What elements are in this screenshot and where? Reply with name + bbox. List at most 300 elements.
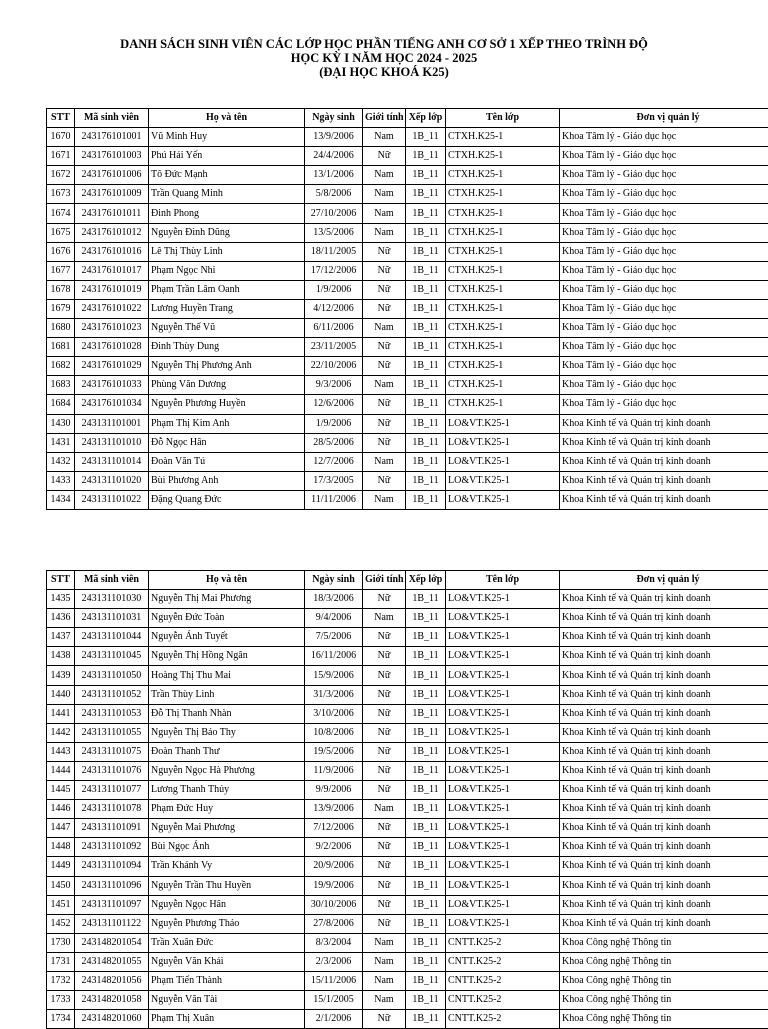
col-class-name-cell: LO&VT.K25-1 [446,742,560,761]
col-student-id-cell: 243176101022 [75,299,149,318]
col-full-name-cell: Phạm Tiến Thành [149,971,305,990]
col-student-id-cell: 243131101094 [75,857,149,876]
col-gender-cell: Nam [363,609,406,628]
col-birth-date-cell: 30/10/2006 [305,895,363,914]
col-department-cell: Khoa Tâm lý - Giáo dục học [560,185,768,204]
col-student-id-cell: 243176101011 [75,204,149,223]
col-stt-cell: 1437 [47,628,75,647]
col-stt-cell: 1678 [47,280,75,299]
col-stt-cell: 1682 [47,357,75,376]
col-class-name-cell: CTXH.K25-1 [446,299,560,318]
table-row [47,723,768,742]
col-class-name-cell: CNTT.K25-2 [446,933,560,952]
col-student-id-cell: 243176101012 [75,223,149,242]
col-level-cell: 1B_11 [406,914,446,933]
col-gender-cell: Nữ [363,723,406,742]
col-level-cell: 1B_11 [406,895,446,914]
table-header-row [47,109,768,128]
col-class-name-cell: LO&VT.K25-1 [446,704,560,723]
col-level-cell: 1B_11 [406,590,446,609]
table-row [47,357,768,376]
col-student-id-cell: 243131101055 [75,723,149,742]
col-stt-cell: 1732 [47,971,75,990]
col-level-cell: 1B_11 [406,952,446,971]
col-student-id-cell: 243176101009 [75,185,149,204]
col-student-id-cell: 243131101091 [75,819,149,838]
col-stt-cell: 1441 [47,704,75,723]
col-gender-cell: Nữ [363,338,406,357]
col-class-name-cell: LO&VT.K25-1 [446,609,560,628]
col-level-cell: 1B_11 [406,185,446,204]
col-gender-cell: Nữ [363,590,406,609]
table-row [47,223,768,242]
col-full-name-cell: Bùi Phương Anh [149,471,305,490]
col-birth-date-cell: 19/5/2006 [305,742,363,761]
col-stt-cell: 1430 [47,414,75,433]
col-full-name-cell: Trần Thùy Linh [149,685,305,704]
col-student-id-cell: 243131101078 [75,800,149,819]
col-student-id-cell: 243131101075 [75,742,149,761]
col-stt-cell: 1675 [47,223,75,242]
col-stt-cell: 1431 [47,433,75,452]
col-department-cell: Khoa Tâm lý - Giáo dục học [560,242,768,261]
col-class-name-cell: CNTT.K25-2 [446,952,560,971]
col-full-name-cell: Phạm Thị Kim Anh [149,414,305,433]
col-level-cell: 1B_11 [406,647,446,666]
col-department-cell: Khoa Tâm lý - Giáo dục học [560,204,768,223]
student-table-1 [46,108,768,510]
col-department-cell: Khoa Công nghệ Thông tin [560,1010,768,1029]
col-stt-cell: 1730 [47,933,75,952]
col-full-name-cell: Nguyễn Ánh Tuyết [149,628,305,647]
col-birth-date-cell: 17/12/2006 [305,261,363,280]
col-birth-date-cell: 18/3/2006 [305,590,363,609]
col-department-cell: Khoa Kinh tế và Quản trị kinh doanh [560,471,768,490]
col-stt-cell: 1670 [47,128,75,147]
col-stt-header: STT [47,109,75,128]
col-full-name-cell: Lương Huyền Trang [149,299,305,318]
col-level-cell: 1B_11 [406,147,446,166]
col-class-name-header: Tên lớp [446,571,560,590]
col-full-name-cell: Đỗ Thị Thanh Nhàn [149,704,305,723]
col-gender-cell: Nữ [363,876,406,895]
col-birth-date-cell: 19/9/2006 [305,876,363,895]
col-birth-date-cell: 16/11/2006 [305,647,363,666]
col-gender-cell: Nữ [363,666,406,685]
table-row [47,781,768,800]
col-class-name-cell: LO&VT.K25-1 [446,590,560,609]
col-stt-cell: 1672 [47,166,75,185]
col-gender-cell: Nữ [363,628,406,647]
col-full-name-cell: Nguyễn Văn Khải [149,952,305,971]
col-gender-cell: Nữ [363,147,406,166]
col-department-cell: Khoa Kinh tế và Quản trị kinh doanh [560,819,768,838]
col-department-cell: Khoa Tâm lý - Giáo dục học [560,376,768,395]
col-level-cell: 1B_11 [406,128,446,147]
col-department-cell: Khoa Công nghệ Thông tin [560,933,768,952]
col-stt-cell: 1432 [47,452,75,471]
title-line-1: DANH SÁCH SINH VIÊN CÁC LỚP HỌC PHẦN TIẾNG ANH CƠ SỞ 1 XẾP THEO TRÌNH ĐỘ [0,37,768,51]
table-row [47,609,768,628]
col-class-name-cell: CNTT.K25-2 [446,1010,560,1029]
col-gender-cell: Nam [363,800,406,819]
col-stt-cell: 1731 [47,952,75,971]
col-birth-date-cell: 15/11/2006 [305,971,363,990]
table-row [47,319,768,338]
col-full-name-cell: Nguyễn Thị Phương Anh [149,357,305,376]
col-birth-date-cell: 13/1/2006 [305,166,363,185]
col-birth-date-cell: 24/4/2006 [305,147,363,166]
col-student-id-cell: 243131101052 [75,685,149,704]
col-birth-date-cell: 4/12/2006 [305,299,363,318]
col-class-name-cell: CTXH.K25-1 [446,319,560,338]
col-department-cell: Khoa Kinh tế và Quản trị kinh doanh [560,609,768,628]
table-row [47,590,768,609]
col-level-header: Xếp lớp [406,109,446,128]
col-class-name-cell: LO&VT.K25-1 [446,800,560,819]
col-level-cell: 1B_11 [406,299,446,318]
col-gender-cell: Nữ [363,895,406,914]
col-level-cell: 1B_11 [406,319,446,338]
col-class-name-cell: LO&VT.K25-1 [446,433,560,452]
table-row [47,761,768,780]
col-full-name-cell: Nguyễn Đức Toàn [149,609,305,628]
col-stt-cell: 1452 [47,914,75,933]
col-gender-header: Giới tính [363,571,406,590]
col-department-header: Đơn vị quản lý [560,109,768,128]
col-level-cell: 1B_11 [406,609,446,628]
col-full-name-cell: Đỗ Ngọc Hân [149,433,305,452]
col-stt-cell: 1683 [47,376,75,395]
col-stt-cell: 1436 [47,609,75,628]
col-department-cell: Khoa Kinh tế và Quản trị kinh doanh [560,647,768,666]
col-birth-date-cell: 20/9/2006 [305,857,363,876]
table-row [47,971,768,990]
col-class-name-cell: CTXH.K25-1 [446,395,560,414]
col-level-cell: 1B_11 [406,395,446,414]
col-full-name-cell: Nguyễn Mai Phương [149,819,305,838]
col-stt-cell: 1434 [47,490,75,509]
col-stt-header: STT [47,571,75,590]
col-full-name-cell: Nguyễn Phương Huyền [149,395,305,414]
col-full-name-cell: Bùi Ngọc Ánh [149,838,305,857]
col-full-name-cell: Trần Quang Minh [149,185,305,204]
col-class-name-cell: LO&VT.K25-1 [446,647,560,666]
col-birth-date-cell: 11/9/2006 [305,761,363,780]
col-student-id-cell: 243148201056 [75,971,149,990]
col-birth-date-cell: 28/5/2006 [305,433,363,452]
col-full-name-cell: Hoàng Thị Thu Mai [149,666,305,685]
col-level-cell: 1B_11 [406,357,446,376]
table-header-row [47,571,768,590]
col-level-cell: 1B_11 [406,166,446,185]
document-title [0,37,768,79]
col-department-cell: Khoa Kinh tế và Quản trị kinh doanh [560,685,768,704]
col-level-cell: 1B_11 [406,433,446,452]
col-birth-date-cell: 15/9/2006 [305,666,363,685]
col-stt-cell: 1435 [47,590,75,609]
col-full-name-cell: Nguyễn Thị Bảo Thy [149,723,305,742]
col-birth-date-cell: 31/3/2006 [305,685,363,704]
title-line-3: (ĐẠI HỌC KHOÁ K25) [0,65,768,79]
col-gender-cell: Nam [363,376,406,395]
col-student-id-cell: 243148201060 [75,1010,149,1029]
table-row [47,800,768,819]
col-gender-cell: Nam [363,166,406,185]
col-gender-cell: Nam [363,319,406,338]
col-level-cell: 1B_11 [406,723,446,742]
col-department-cell: Khoa Kinh tế và Quản trị kinh doanh [560,742,768,761]
col-class-name-cell: LO&VT.K25-1 [446,857,560,876]
col-birth-date-header: Ngày sinh [305,109,363,128]
col-class-name-cell: LO&VT.K25-1 [446,819,560,838]
col-department-cell: Khoa Tâm lý - Giáo dục học [560,338,768,357]
col-student-id-cell: 243176101029 [75,357,149,376]
col-gender-cell: Nữ [363,914,406,933]
col-birth-date-cell: 9/3/2006 [305,376,363,395]
col-level-cell: 1B_11 [406,223,446,242]
col-birth-date-cell: 10/8/2006 [305,723,363,742]
col-level-cell: 1B_11 [406,471,446,490]
col-full-name-cell: Nguyễn Ngọc Hà Phương [149,761,305,780]
col-gender-cell: Nam [363,933,406,952]
table-row [47,204,768,223]
col-class-name-cell: CTXH.K25-1 [446,185,560,204]
col-full-name-cell: Đoàn Văn Tú [149,452,305,471]
col-department-cell: Khoa Kinh tế và Quản trị kinh doanh [560,895,768,914]
col-stt-cell: 1443 [47,742,75,761]
col-gender-cell: Nữ [363,1010,406,1029]
col-full-name-header: Họ và tên [149,109,305,128]
col-level-cell: 1B_11 [406,761,446,780]
col-birth-date-cell: 17/3/2005 [305,471,363,490]
col-birth-date-cell: 9/4/2006 [305,609,363,628]
col-level-cell: 1B_11 [406,338,446,357]
col-birth-date-header: Ngày sinh [305,571,363,590]
col-department-cell: Khoa Kinh tế và Quản trị kinh doanh [560,857,768,876]
col-student-id-cell: 243131101010 [75,433,149,452]
col-full-name-cell: Nguyễn Văn Tài [149,991,305,1010]
col-full-name-cell: Trần Khánh Vy [149,857,305,876]
col-student-id-cell: 243176101003 [75,147,149,166]
col-student-id-cell: 243131101076 [75,761,149,780]
table-row [47,857,768,876]
col-gender-cell: Nữ [363,299,406,318]
col-class-name-cell: LO&VT.K25-1 [446,490,560,509]
table-row [47,991,768,1010]
col-student-id-cell: 243176101016 [75,242,149,261]
col-class-name-header: Tên lớp [446,109,560,128]
col-level-cell: 1B_11 [406,242,446,261]
col-level-cell: 1B_11 [406,452,446,471]
col-class-name-cell: LO&VT.K25-1 [446,914,560,933]
table-row [47,490,768,509]
col-department-cell: Khoa Kinh tế và Quản trị kinh doanh [560,414,768,433]
col-class-name-cell: LO&VT.K25-1 [446,685,560,704]
col-gender-cell: Nữ [363,280,406,299]
col-stt-cell: 1444 [47,761,75,780]
col-gender-cell: Nam [363,223,406,242]
col-student-id-cell: 243131101001 [75,414,149,433]
col-class-name-cell: CTXH.K25-1 [446,128,560,147]
col-gender-cell: Nam [363,971,406,990]
col-student-id-cell: 243131101096 [75,876,149,895]
table-row [47,914,768,933]
col-level-cell: 1B_11 [406,628,446,647]
col-class-name-cell: LO&VT.K25-1 [446,781,560,800]
col-student-id-cell: 243176101001 [75,128,149,147]
col-stt-cell: 1679 [47,299,75,318]
col-gender-cell: Nam [363,204,406,223]
col-department-cell: Khoa Kinh tế và Quản trị kinh doanh [560,590,768,609]
col-student-id-cell: 243148201055 [75,952,149,971]
col-class-name-cell: CTXH.K25-1 [446,376,560,395]
col-department-cell: Khoa Kinh tế và Quản trị kinh doanh [560,914,768,933]
col-student-id-cell: 243131101077 [75,781,149,800]
col-birth-date-cell: 1/9/2006 [305,414,363,433]
col-level-cell: 1B_11 [406,800,446,819]
col-stt-cell: 1439 [47,666,75,685]
col-stt-cell: 1677 [47,261,75,280]
table-row [47,166,768,185]
col-level-cell: 1B_11 [406,742,446,761]
col-department-cell: Khoa Công nghệ Thông tin [560,971,768,990]
col-stt-cell: 1433 [47,471,75,490]
col-gender-cell: Nữ [363,819,406,838]
col-full-name-cell: Lê Thị Thùy Linh [149,242,305,261]
col-gender-cell: Nữ [363,742,406,761]
col-level-cell: 1B_11 [406,781,446,800]
col-gender-cell: Nữ [363,838,406,857]
col-gender-cell: Nữ [363,433,406,452]
col-class-name-cell: CTXH.K25-1 [446,338,560,357]
col-gender-cell: Nữ [363,761,406,780]
col-full-name-cell: Đoàn Thanh Thư [149,742,305,761]
table-row [47,895,768,914]
col-birth-date-cell: 27/8/2006 [305,914,363,933]
col-department-cell: Khoa Kinh tế và Quản trị kinh doanh [560,838,768,857]
col-full-name-cell: Nguyễn Thế Vũ [149,319,305,338]
col-department-header: Đơn vị quản lý [560,571,768,590]
col-gender-cell: Nữ [363,357,406,376]
col-level-cell: 1B_11 [406,857,446,876]
col-gender-cell: Nữ [363,685,406,704]
col-stt-cell: 1680 [47,319,75,338]
col-student-id-cell: 243131101022 [75,490,149,509]
col-level-cell: 1B_11 [406,933,446,952]
col-student-id-cell: 243131101050 [75,666,149,685]
col-stt-cell: 1446 [47,800,75,819]
col-birth-date-cell: 13/9/2006 [305,800,363,819]
col-gender-header: Giới tính [363,109,406,128]
col-birth-date-cell: 2/1/2006 [305,1010,363,1029]
table-row [47,666,768,685]
col-student-id-cell: 243176101028 [75,338,149,357]
col-stt-cell: 1442 [47,723,75,742]
table-row [47,376,768,395]
col-birth-date-cell: 27/10/2006 [305,204,363,223]
col-stt-cell: 1671 [47,147,75,166]
col-gender-cell: Nữ [363,242,406,261]
col-department-cell: Khoa Công nghệ Thông tin [560,952,768,971]
col-level-header: Xếp lớp [406,571,446,590]
col-stt-cell: 1674 [47,204,75,223]
col-level-cell: 1B_11 [406,490,446,509]
table-row [47,452,768,471]
col-level-cell: 1B_11 [406,991,446,1010]
col-class-name-cell: LO&VT.K25-1 [446,723,560,742]
col-department-cell: Khoa Kinh tế và Quản trị kinh doanh [560,761,768,780]
col-birth-date-cell: 13/5/2006 [305,223,363,242]
table-row [47,299,768,318]
col-level-cell: 1B_11 [406,876,446,895]
table-row [47,819,768,838]
table-row [47,628,768,647]
table-row [47,185,768,204]
col-student-id-cell: 243176101019 [75,280,149,299]
col-full-name-cell: Đặng Quang Đức [149,490,305,509]
table-row [47,876,768,895]
col-department-cell: Khoa Tâm lý - Giáo dục học [560,261,768,280]
table-row [47,704,768,723]
col-student-id-cell: 243148201054 [75,933,149,952]
col-student-id-cell: 243131101122 [75,914,149,933]
table-row [47,647,768,666]
col-gender-cell: Nam [363,452,406,471]
col-class-name-cell: LO&VT.K25-1 [446,452,560,471]
col-student-id-cell: 243131101092 [75,838,149,857]
table-row [47,742,768,761]
col-department-cell: Khoa Kinh tế và Quản trị kinh doanh [560,876,768,895]
col-class-name-cell: LO&VT.K25-1 [446,666,560,685]
col-department-cell: Khoa Tâm lý - Giáo dục học [560,166,768,185]
col-stt-cell: 1684 [47,395,75,414]
col-student-id-cell: 243176101017 [75,261,149,280]
col-full-name-cell: Nguyễn Thị Mai Phương [149,590,305,609]
col-full-name-cell: Phùng Văn Dương [149,376,305,395]
col-gender-cell: Nữ [363,471,406,490]
col-class-name-cell: LO&VT.K25-1 [446,761,560,780]
col-full-name-cell: Đinh Phong [149,204,305,223]
col-student-id-header: Mã sinh viên [75,109,149,128]
col-gender-cell: Nam [363,991,406,1010]
col-department-cell: Khoa Tâm lý - Giáo dục học [560,357,768,376]
col-department-cell: Khoa Kinh tế và Quản trị kinh doanh [560,452,768,471]
col-full-name-cell: Vũ Minh Huy [149,128,305,147]
student-table-2 [46,570,768,1029]
col-full-name-cell: Tô Đức Mạnh [149,166,305,185]
col-class-name-cell: CTXH.K25-1 [446,147,560,166]
col-birth-date-cell: 13/9/2006 [305,128,363,147]
col-student-id-cell: 243131101020 [75,471,149,490]
col-stt-cell: 1451 [47,895,75,914]
col-student-id-cell: 243176101033 [75,376,149,395]
col-class-name-cell: LO&VT.K25-1 [446,471,560,490]
col-stt-cell: 1438 [47,647,75,666]
table-row [47,261,768,280]
col-department-cell: Khoa Kinh tế và Quản trị kinh doanh [560,723,768,742]
col-student-id-cell: 243176101006 [75,166,149,185]
table-row [47,128,768,147]
col-class-name-cell: CTXH.K25-1 [446,204,560,223]
table-row [47,338,768,357]
col-stt-cell: 1445 [47,781,75,800]
col-department-cell: Khoa Tâm lý - Giáo dục học [560,395,768,414]
col-gender-cell: Nữ [363,857,406,876]
col-level-cell: 1B_11 [406,971,446,990]
col-full-name-cell: Trần Xuân Đức [149,933,305,952]
table-row [47,838,768,857]
